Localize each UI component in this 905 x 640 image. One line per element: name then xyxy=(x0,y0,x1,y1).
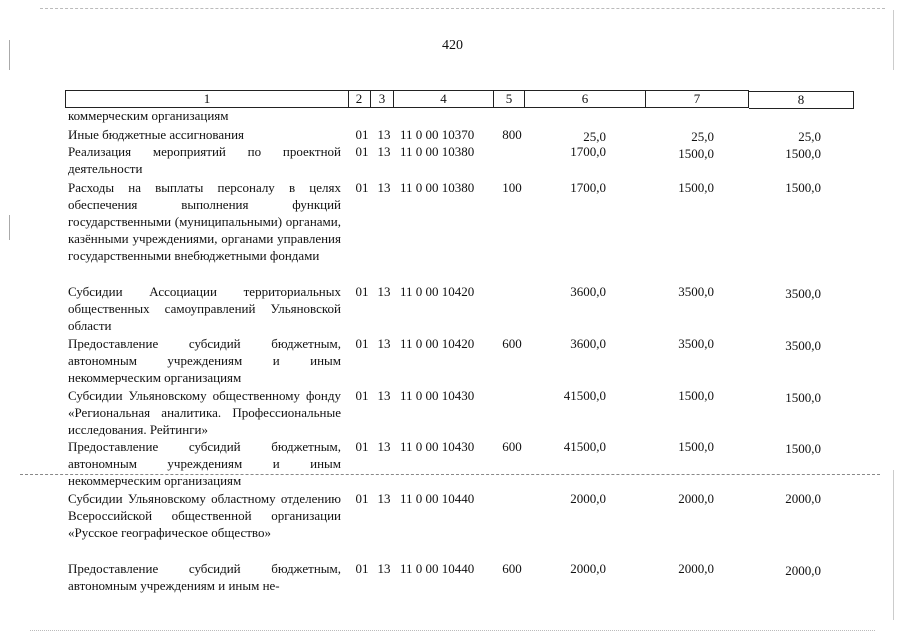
row-expense-type: 600 xyxy=(502,439,522,454)
row-value-7: 1500,0 xyxy=(678,180,714,195)
row-section: 01 xyxy=(355,439,369,454)
scan-edge-bottom xyxy=(30,630,875,631)
header-cell: 7 xyxy=(646,90,749,108)
header-cell: 1 xyxy=(65,90,349,108)
header-cell: 4 xyxy=(394,90,494,108)
row-name: Субсидии Ульяновскому областному отделению Всероссийской общественной организации «Русское географическое общество» xyxy=(68,491,341,540)
header-cell: 3 xyxy=(371,90,394,108)
row-expense-type: 600 xyxy=(502,561,522,576)
row-name: Предоставление субсидий бюджетным, автономным учреждениям и иным не- xyxy=(68,561,341,593)
row-value-8: 3500,0 xyxy=(785,338,821,353)
scan-edge-left xyxy=(9,215,10,240)
row-name: Реализация мероприятий по проектной деятельности xyxy=(68,144,341,176)
row-value-6: 3600,0 xyxy=(570,284,606,299)
row-value-7: 1500,0 xyxy=(678,439,714,454)
row-value-8: 1500,0 xyxy=(785,180,821,195)
row-name: Субсидии Ульяновскому общественному фонду «Региональная аналитика. Профессиональные исследования. Рейтинги» xyxy=(68,388,341,437)
row-value-6: 1700,0 xyxy=(570,180,606,195)
scan-edge-right xyxy=(893,470,894,620)
row-value-6: 2000,0 xyxy=(570,491,606,506)
row-value-7: 2000,0 xyxy=(678,561,714,576)
row-section: 01 xyxy=(355,180,369,195)
row-target-code: 11 0 00 10420 xyxy=(400,284,475,299)
row-target-code: 11 0 00 10440 xyxy=(400,561,475,576)
row-subsection: 13 xyxy=(377,284,391,299)
row-value-8: 2000,0 xyxy=(785,563,821,578)
row-name: Иные бюджетные ассигнования xyxy=(68,127,245,142)
row-expense-type: 100 xyxy=(502,180,522,195)
row-target-code: 11 0 00 10440 xyxy=(400,491,475,506)
row-subsection: 13 xyxy=(377,561,391,576)
row-value-8: 1500,0 xyxy=(785,390,821,405)
row-section: 01 xyxy=(355,127,369,142)
row-target-code: 11 0 00 10380 xyxy=(400,144,475,159)
row-value-6: 41500,0 xyxy=(563,439,606,454)
page-number: 420 xyxy=(442,38,463,53)
row-name: коммерческим организациям xyxy=(68,108,229,123)
header-cell: 6 xyxy=(525,90,646,108)
row-value-7: 3500,0 xyxy=(678,284,714,299)
row-value-7: 2000,0 xyxy=(678,491,714,506)
row-value-8: 3500,0 xyxy=(785,286,821,301)
row-subsection: 13 xyxy=(377,127,391,142)
row-subsection: 13 xyxy=(377,439,391,454)
row-section: 01 xyxy=(355,388,369,403)
row-value-6: 25,0 xyxy=(583,129,606,144)
row-subsection: 13 xyxy=(377,491,391,506)
row-value-6: 1700,0 xyxy=(570,144,606,159)
row-expense-type: 800 xyxy=(502,127,522,142)
row-name: Расходы на выплаты персоналу в целях обеспечения выполнения функций государственными (муниципальными) органами, казёнными учреждениями, органами управления государственными внебюджетными фондами xyxy=(68,180,341,263)
row-target-code: 11 0 00 10430 xyxy=(400,388,475,403)
row-expense-type: 600 xyxy=(502,336,522,351)
header-cell: 8 xyxy=(749,91,854,109)
row-subsection: 13 xyxy=(377,388,391,403)
row-value-6: 3600,0 xyxy=(570,336,606,351)
row-section: 01 xyxy=(355,491,369,506)
row-name: Предоставление субсидий бюджетным, автономным учреждениям и иным некоммерческим организациям xyxy=(68,439,341,488)
row-subsection: 13 xyxy=(377,180,391,195)
row-section: 01 xyxy=(355,144,369,159)
scan-edge-top xyxy=(40,8,885,9)
row-subsection: 13 xyxy=(377,336,391,351)
row-value-8: 25,0 xyxy=(798,129,821,144)
row-value-6: 2000,0 xyxy=(570,561,606,576)
row-target-code: 11 0 00 10420 xyxy=(400,336,475,351)
row-value-8: 1500,0 xyxy=(785,146,821,161)
row-section: 01 xyxy=(355,561,369,576)
row-target-code: 11 0 00 10370 xyxy=(400,127,475,142)
row-value-7: 25,0 xyxy=(691,129,714,144)
row-section: 01 xyxy=(355,284,369,299)
row-section: 01 xyxy=(355,336,369,351)
row-target-code: 11 0 00 10430 xyxy=(400,439,475,454)
row-subsection: 13 xyxy=(377,144,391,159)
row-value-6: 41500,0 xyxy=(563,388,606,403)
row-value-7: 1500,0 xyxy=(678,388,714,403)
header-cell: 5 xyxy=(494,90,525,108)
row-name: Предоставление субсидий бюджетным, автономным учреждениям и иным некоммерческим организациям xyxy=(68,336,341,385)
header-cell: 2 xyxy=(348,90,371,108)
row-name: Субсидии Ассоциации территориальных общественных самоуправлений Ульяновской области xyxy=(68,284,341,333)
row-value-8: 2000,0 xyxy=(785,491,821,506)
row-value-7: 3500,0 xyxy=(678,336,714,351)
row-target-code: 11 0 00 10380 xyxy=(400,180,475,195)
row-value-8: 1500,0 xyxy=(785,441,821,456)
row-value-7: 1500,0 xyxy=(678,146,714,161)
